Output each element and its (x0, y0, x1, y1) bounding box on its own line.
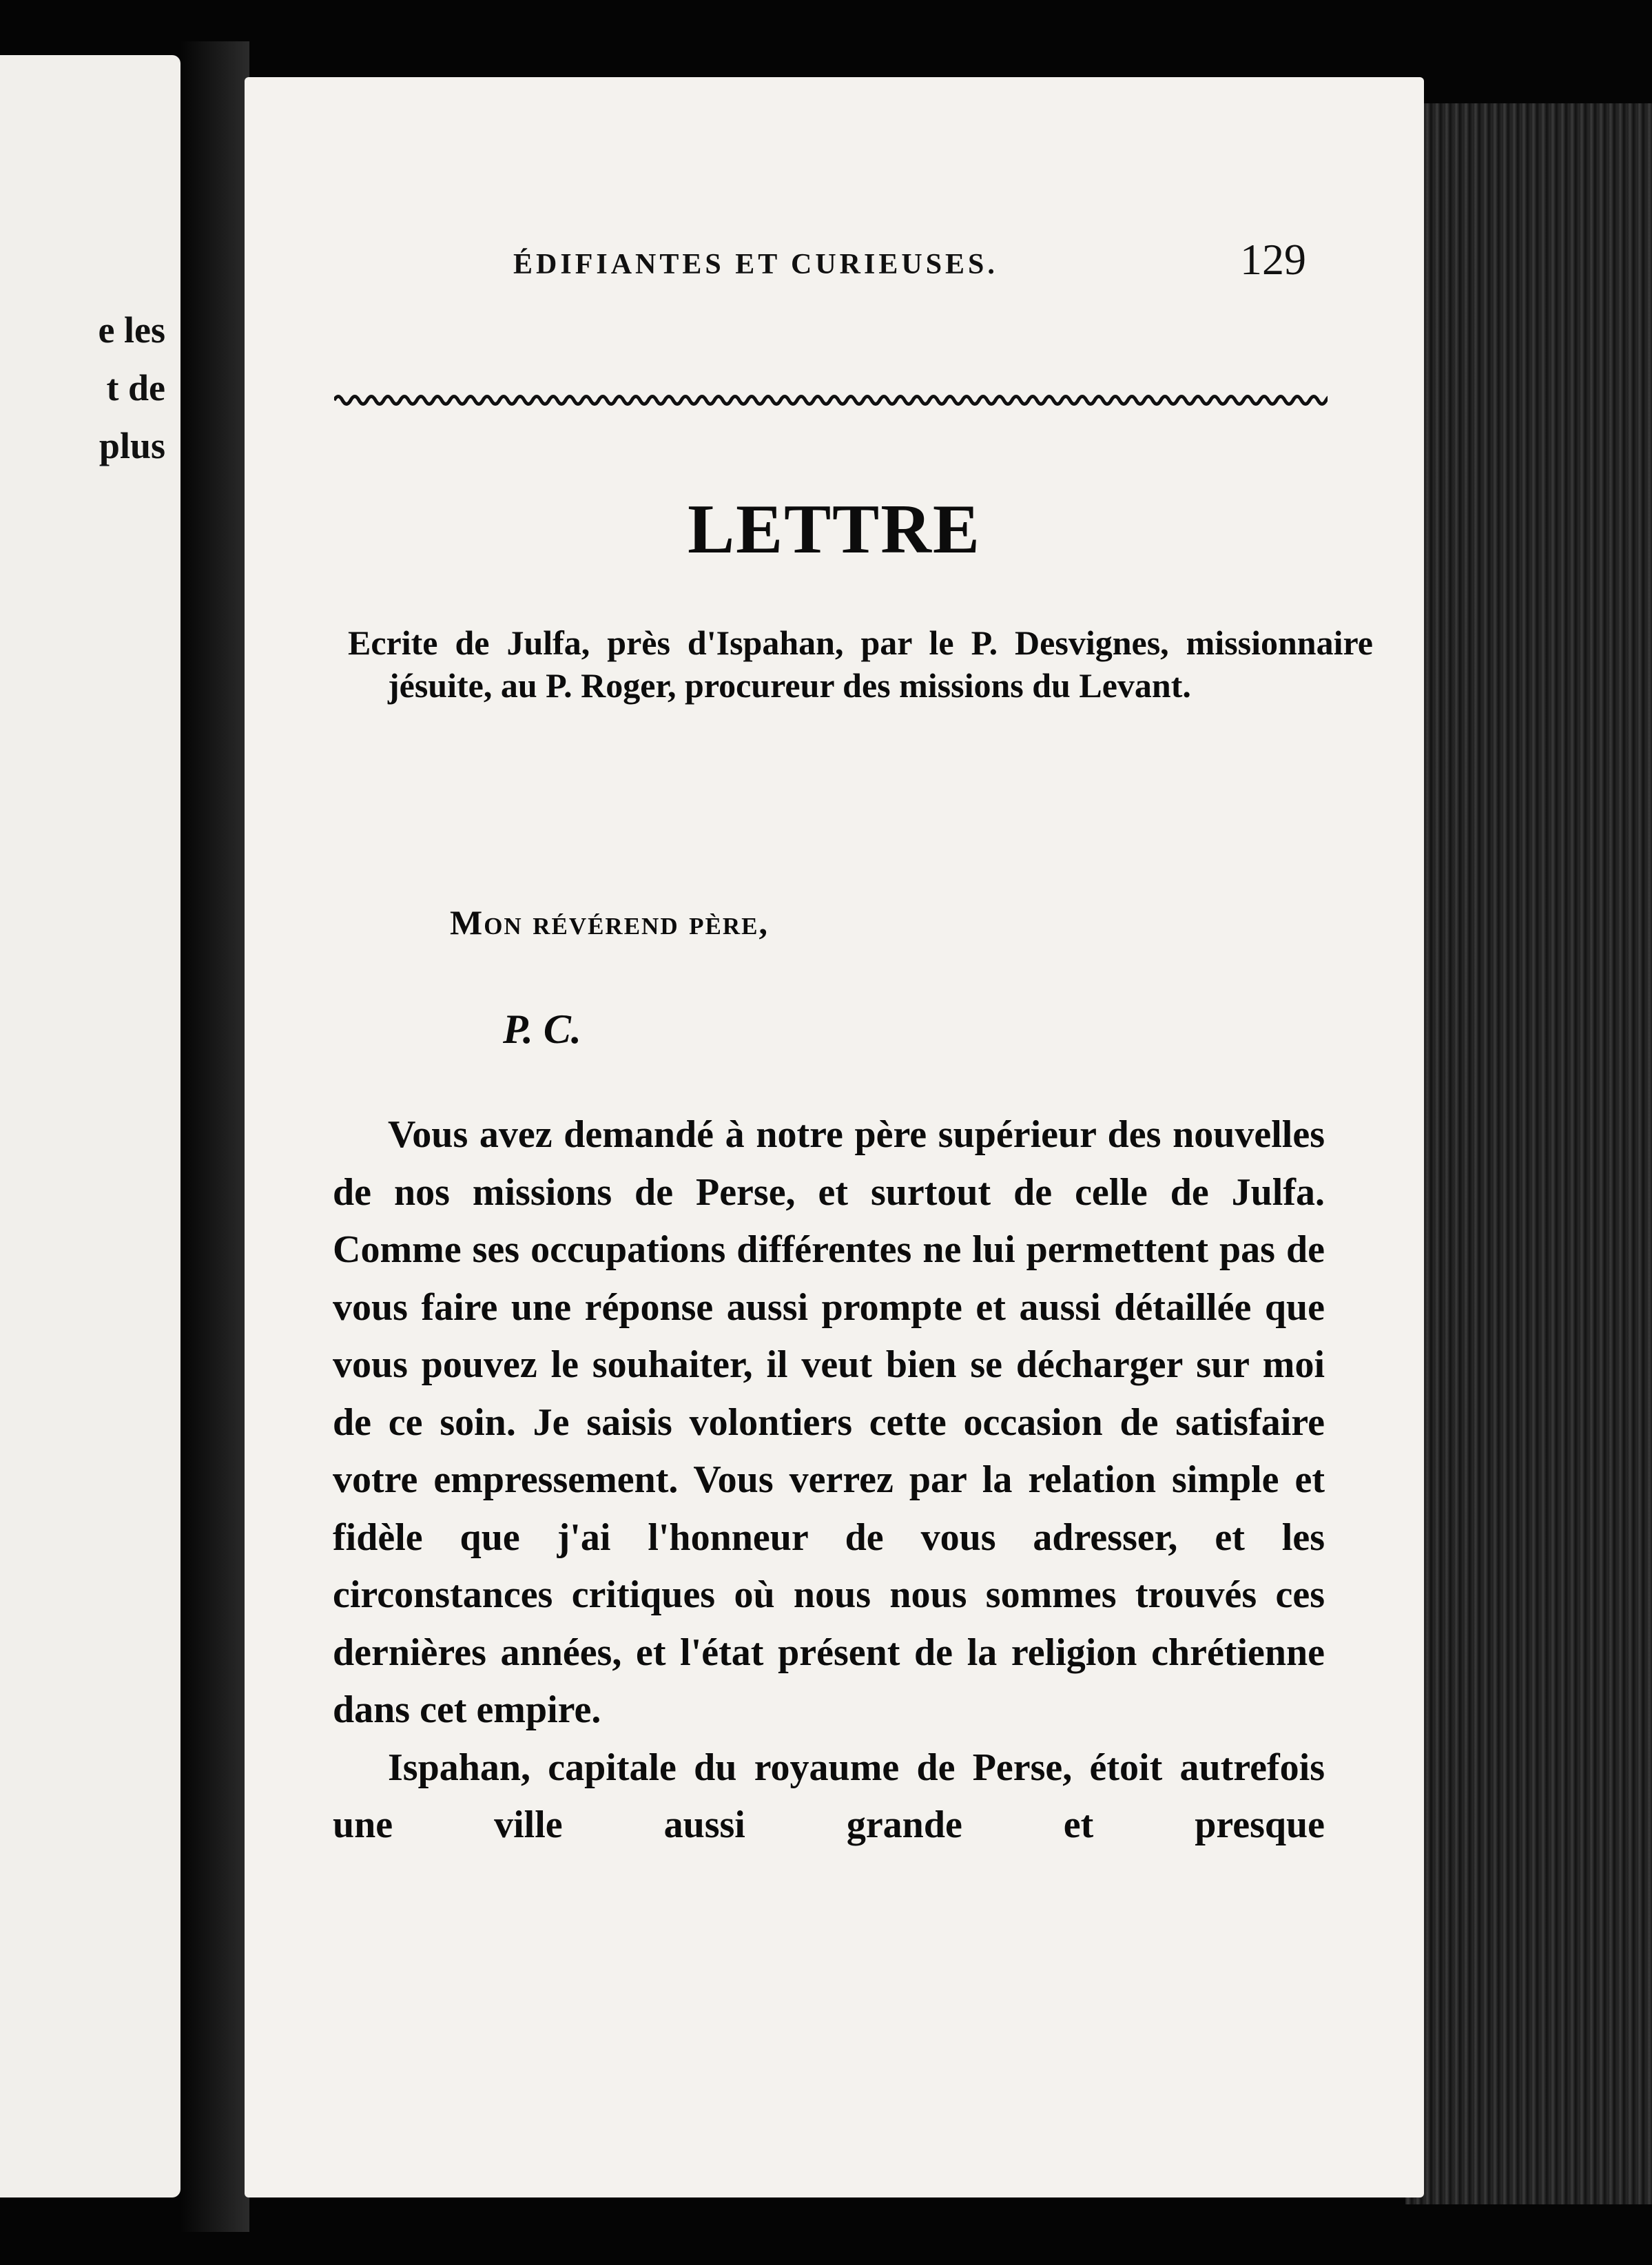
book-page (245, 77, 1424, 2197)
running-head: ÉDIFIANTES ET CURIEUSES. (513, 249, 998, 280)
book-gutter (180, 41, 249, 2232)
letter-title: LETTRE (688, 490, 981, 568)
letter-subtitle: Ecrite de Julfa, près d'Ispahan, par le P. Desvignes, missionnaire jésuite, au P. Roger, procureur des missions du Levant. (348, 623, 1373, 705)
left-page-word: t de (106, 367, 165, 408)
left-page-word: plus (99, 425, 165, 466)
decorative-rule (334, 387, 1328, 413)
left-page-word: e les (98, 309, 165, 351)
page-number: 129 (1240, 235, 1306, 284)
left-facing-page (0, 55, 180, 2197)
salutation: Mon révérend père, (450, 903, 769, 942)
paragraph: Ispahan, capitale du royaume de Perse, étoit autrefois une ville aussi grande et presque (333, 1746, 1325, 1846)
paragraph: Vous avez demandé à notre père supérieur des nouvelles de nos missions de Perse, et surtout de celle de Julfa. Comme ses occupations différentes ne lui permettent pas de vous faire une réponse aussi prompte et aussi détaillée que vous pouvez le souhaiter, il veut bien se décharger sur moi de ce soin. Je saisis volontiers cette occasion de satisfaire votre empressement. Vous verrez par la relation simple et fidèle que j'ai l'honneur de vous adresser, et les circonstances critiques où nous nous sommes trouvés ces dernières années, et l'état présent de la religion chrétienne dans cet empire. (333, 1113, 1325, 1731)
body-text (333, 1106, 1325, 1854)
salutation-initials: P. C. (503, 1006, 581, 1052)
page-edges (1405, 103, 1652, 2204)
